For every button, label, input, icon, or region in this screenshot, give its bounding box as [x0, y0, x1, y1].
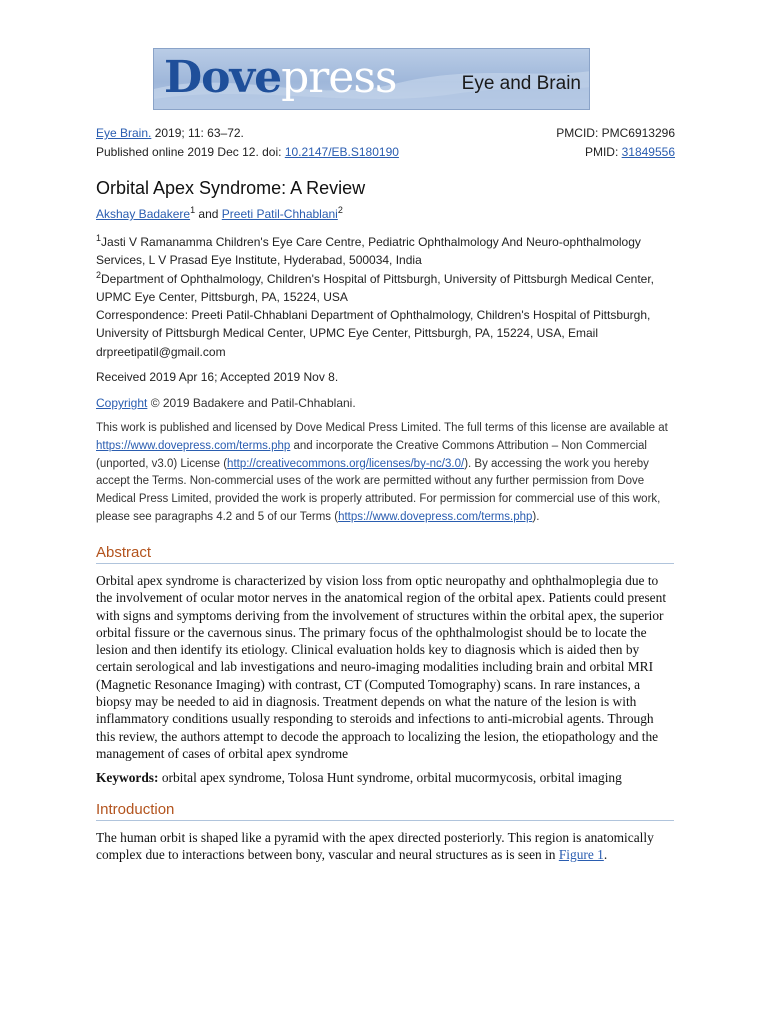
pmcid: PMCID: PMC6913296 [556, 126, 675, 140]
introduction-end: . [603, 847, 608, 863]
copyright-link[interactable]: Copyright [96, 396, 148, 410]
affiliation-1-number: 1 [96, 233, 102, 243]
license-text [96, 420, 671, 527]
author1-affiliation-number: 1 [190, 205, 196, 215]
published-prefix: Published online 2019 Dec 12. doi: [96, 145, 285, 159]
license-part-2: and incorporate the Creative Commons Attribution – Non Commercial (unported, v3.0) License ( [96, 439, 647, 470]
copyright-text: © 2019 Badakere and Patil-Chhablani. [147, 396, 356, 410]
dovepress-terms-link-2[interactable]: https://www.dovepress.com/terms.php [338, 510, 533, 523]
abstract-text: Orbital apex syndrome is characterized by vision loss from optic neuropathy and ophthalmoplegia due to the involvement of ocular motor nerves in the anatomical region of the orbital apex. Patients could present with signs and symptoms deriving from the involvement of structures within the orbital apex, the superior orbital fissure or the cavernous sinus. The primary focus of the ophthalmologist should be to locate the lesion and then identify its etiology. Clinical evaluation holds key to diagnosis which is aided then by certain serological and lab investigations and neuro-imaging modalities including brain and orbital MRI (Magnetic Resonance Imaging) with contrast, CT (Computed Tomography) scans. In rare instances, a biopsy may be needed to aid in diagnosis. Treatment depends on what the nature of the lesion is with inflammatory conditions usually responding to steroids and infections to anti-microbial agents. Through this review, the authors attempt to decode the approach to localizing the lesion, the etiopathology and the management of cases of orbital apex syndrome [96, 573, 667, 761]
license-part-1: This work is published and licensed by Dove Medical Press Limited. The full terms of this license are available at [96, 422, 668, 434]
citation-line [96, 125, 244, 141]
journal-name: Eye and Brain [461, 73, 581, 94]
article-title: Orbital Apex Syndrome: A Review [96, 178, 366, 198]
figure-1-link[interactable]: Figure 1 [558, 847, 604, 863]
author2-affiliation-number: 2 [337, 205, 343, 215]
author-link-badakere[interactable]: Akshay Badakere [96, 207, 191, 221]
introduction-heading: Introduction [96, 801, 674, 821]
introduction-text [96, 829, 676, 864]
doi-link[interactable]: 10.2147/EB.S180190 [284, 145, 399, 159]
affiliations [96, 233, 656, 361]
received-dates: Received 2019 Apr 16; Accepted 2019 Nov 8. [96, 370, 339, 384]
license-part-4: ). [532, 510, 540, 523]
keywords-text: orbital apex syndrome, Tolosa Hunt syndrome, orbital mucormycosis, orbital imaging [158, 770, 622, 785]
keywords-label: Keywords: [96, 770, 159, 785]
pmid-link[interactable]: 31849556 [621, 145, 675, 159]
dovepress-banner[interactable] [153, 48, 590, 110]
affiliation-2-text: Department of Ophthalmology, Children's Hospital of Pittsburgh, University of Pittsburgh Medical Center, UPMC Eye Center, Pittsburgh, PA, 15224, USA [96, 271, 655, 304]
author-link-patil-chhablani[interactable]: Preeti Patil-Chhablani [221, 207, 338, 221]
introduction-body: The human orbit is shaped like a pyramid with the apex directed posteriorly. This region is anatomically complex due to interactions between bony, vascular and neural structures as is seen in [96, 830, 654, 863]
author-list [96, 207, 343, 221]
copyright-line [96, 396, 356, 410]
affiliation-2 [96, 270, 656, 307]
dovepress-logo [164, 51, 396, 105]
pmid-line [585, 144, 675, 160]
published-line [96, 144, 399, 160]
journal-details: 2019; 11: 63–72. [151, 126, 244, 140]
dovepress-terms-link[interactable]: https://www.dovepress.com/terms.php [96, 439, 291, 452]
logo-dove-text: Dove [164, 52, 282, 103]
journal-link[interactable]: Eye Brain. [96, 126, 152, 140]
affiliation-1-text: Jasti V Ramanamma Children's Eye Care Centre, Pediatric Ophthalmology And Neuro-ophthalmology Services, L V Prasad Eye Institute, Hyderabad, 500034, India [96, 235, 641, 268]
abstract-heading: Abstract [96, 544, 674, 564]
keywords [96, 770, 676, 786]
affiliation-2-number: 2 [96, 269, 102, 280]
pmid-label: PMID: [584, 145, 622, 159]
correspondence: Correspondence: Preeti Patil-Chhablani Department of Ophthalmology, Children's Hospital of Pittsburgh, University of Pittsburgh Medical Center, UPMC Eye Center, Pittsburgh, PA, 15224, USA, Email drpreetipatil@gmail.com [96, 308, 651, 359]
license-part-3: ). By accessing the work you hereby accept the Terms. Non-commercial uses of the work are permitted without any further permission from Dove Medical Press Limited, provided the work is properly attributed. For permission for commercial use of this work, please see paragraphs 4.2 and 5 of our Terms ( [96, 457, 661, 523]
logo-press-text: press [281, 52, 397, 103]
affiliation-1 [96, 233, 656, 270]
creative-commons-link[interactable]: http://creativecommons.org/licenses/by-nc/3.0/ [227, 457, 465, 470]
author-connector: and [195, 207, 222, 221]
